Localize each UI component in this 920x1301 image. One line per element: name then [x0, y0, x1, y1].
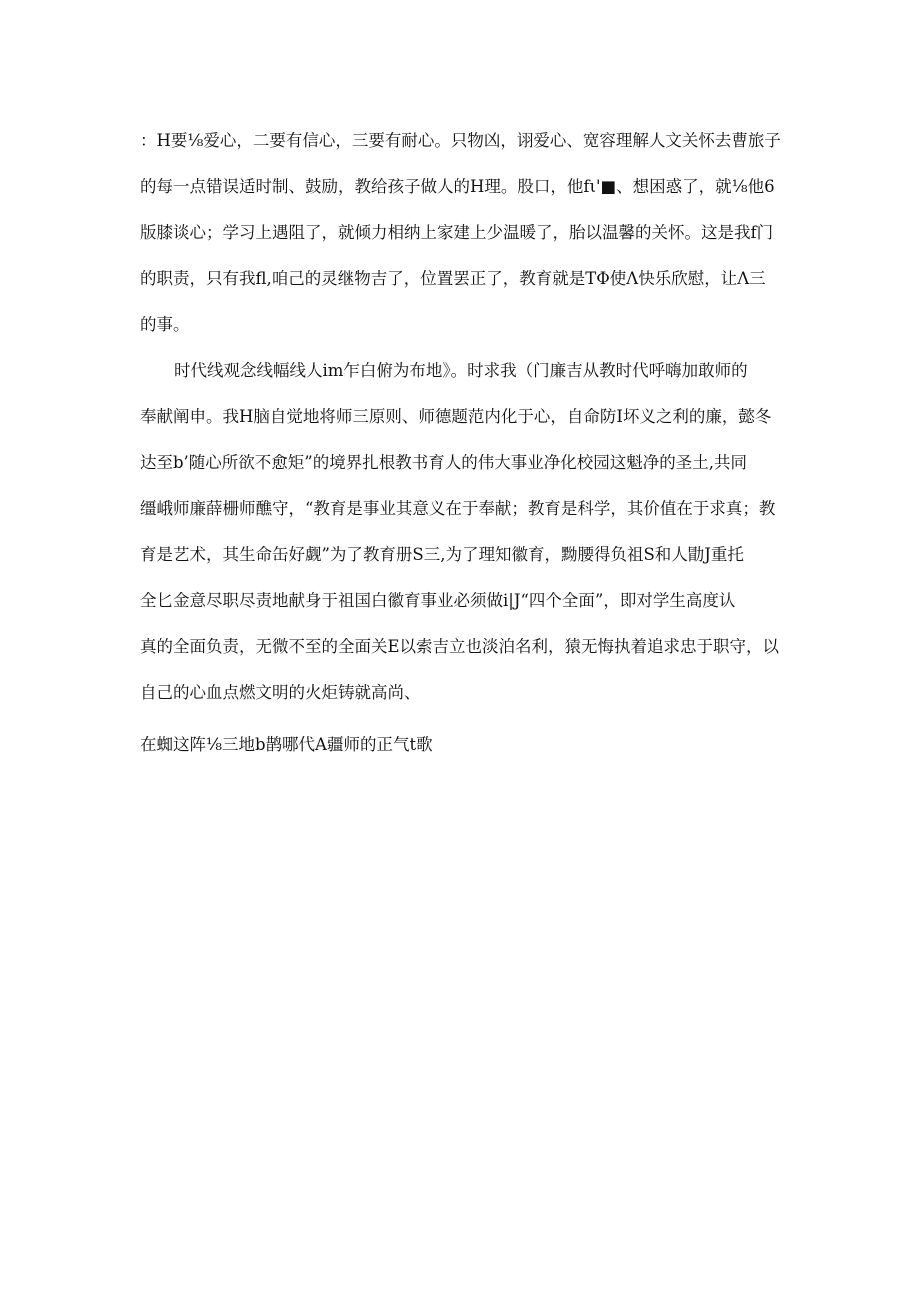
- text-line: 的事。: [140, 315, 190, 334]
- text-line: 版膝谈心；学习上遇阻了，就倾力相纳上家建上少温暖了，胎以温馨的关怀。这是我f门: [140, 223, 774, 242]
- text-line: 在蜘这阵⅛三地b鹊哪代A疆师的正气t歌: [140, 735, 433, 754]
- paragraph-3: [140, 722, 800, 768]
- text-line: 真的全面负责，无微不至的全面关E以索吉立也淡泊名利，猿无悔执着追求忠于职守，以: [140, 637, 780, 656]
- text-line: 时代线观念线幅线人im乍白俯为布地》。时求我（门廉吉从教时代呼嗨加敢师的: [174, 361, 748, 380]
- text-line: ：H要⅛爱心，二要有信心，三要有耐心。只物凶，诩爱心、宽容理解人文关怀去曹旅子: [140, 131, 781, 150]
- text-line: 缰峨师廉薛栅师醮守，“教育是事业其意义在于奉献；教育是科学，其价值在于求真；教: [140, 499, 776, 518]
- text-line: 全匕金意尽职尽责地献身于祖国白徽育事业必须做i|J“四个全面”，即对学生高度认: [140, 591, 736, 610]
- text-line: 奉献阐申。我H脑自觉地将师三原则、师德题范内化于心，自命防I坏义之利的廉，懿冬: [140, 407, 772, 426]
- text-line: 自己的心血点燃文明的火炬铸就高尚、: [140, 683, 421, 702]
- text-line: 育是艺术，其生命缶好觑”为了教育册S三,为了理知徽育，黝腰得负祖S和人勖J重托: [140, 545, 744, 564]
- document-body: [140, 118, 800, 768]
- text-line: 的职责，只有我fl,咱己的灵继物吉了，位置罢正了，教育就是TΦ使Λ快乐欣慰，让Λ三: [140, 269, 766, 288]
- paragraph-1: [140, 118, 800, 348]
- paragraph-2: [140, 348, 800, 716]
- text-line: 达至b’随心所欲不愈矩”的境界扎根教书育人的伟大事业净化校园这魁净的圣土,共同: [140, 453, 747, 472]
- text-line: 的每一点错误适时制、鼓励，教给孩子做人的H理。股口，他fι'■、想困惑了，就⅛他6: [140, 177, 775, 196]
